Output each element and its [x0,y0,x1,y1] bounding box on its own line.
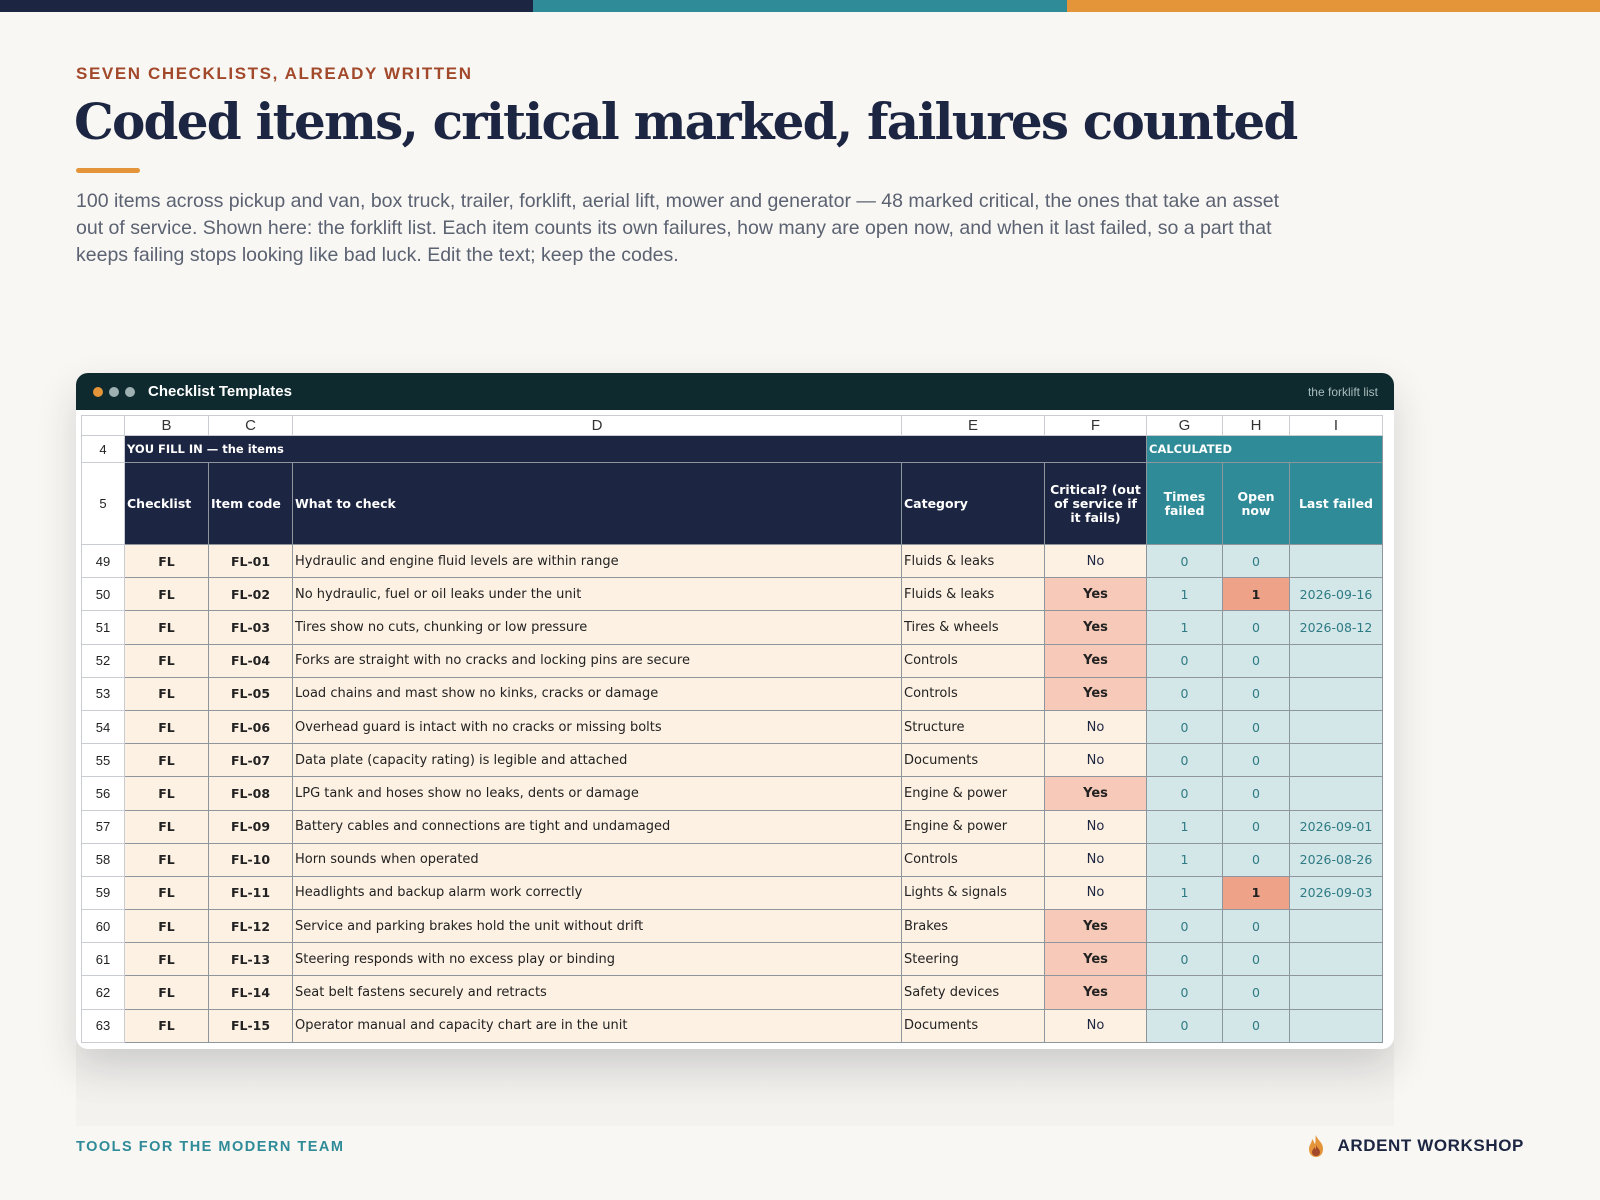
cell-times-failed[interactable]: 1 [1147,843,1223,876]
fill-in-banner[interactable]: YOU FILL IN — the items [125,436,1147,463]
cell-open-now[interactable]: 0 [1223,976,1290,1009]
cell-last-failed[interactable]: 2026-08-26 [1290,843,1383,876]
cell-item-code[interactable]: FL-10 [209,843,293,876]
cell-checklist[interactable]: FL [125,943,209,976]
column-header[interactable]: G [1147,416,1223,436]
cell-last-failed[interactable]: 2026-08-12 [1290,611,1383,644]
table-row [82,876,1383,909]
cell-critical[interactable]: Yes [1045,943,1147,976]
cell-open-now[interactable]: 0 [1223,545,1290,578]
cell-critical[interactable]: Yes [1045,578,1147,611]
table-row [82,810,1383,843]
row-number[interactable]: 54 [82,710,125,743]
cell-what-to-check[interactable]: Forks are straight with no cracks and locking pins are secure [293,644,902,677]
header-checklist[interactable]: Checklist [125,463,209,545]
footer-brand [1305,1134,1524,1158]
row-number[interactable]: 63 [82,1009,125,1042]
row-number[interactable]: 58 [82,843,125,876]
cell-item-code[interactable]: FL-06 [209,710,293,743]
header-category[interactable]: Category [902,463,1045,545]
cell-checklist[interactable]: FL [125,677,209,710]
cell-item-code[interactable]: FL-12 [209,910,293,943]
cell-category[interactable]: Safety devices [902,976,1045,1009]
cell-open-now[interactable]: 0 [1223,744,1290,777]
header-times-failed[interactable]: Times failed [1147,463,1223,545]
cell-open-now[interactable]: 0 [1223,677,1290,710]
cell-checklist[interactable]: FL [125,876,209,909]
cell-what-to-check[interactable]: Hydraulic and engine fluid levels are within range [293,545,902,578]
row-number[interactable]: 53 [82,677,125,710]
cell-checklist[interactable]: FL [125,578,209,611]
cell-item-code[interactable]: FL-09 [209,810,293,843]
cell-critical[interactable]: Yes [1045,777,1147,810]
cell-category[interactable]: Controls [902,644,1045,677]
cell-times-failed[interactable]: 0 [1147,710,1223,743]
row-number[interactable]: 60 [82,910,125,943]
calculated-banner[interactable]: CALCULATED [1147,436,1383,463]
cell-what-to-check[interactable]: Operator manual and capacity chart are in the unit [293,1009,902,1042]
cell-checklist[interactable]: FL [125,710,209,743]
cell-what-to-check[interactable]: Service and parking brakes hold the unit without drift [293,910,902,943]
cell-item-code[interactable]: FL-03 [209,611,293,644]
accent-teal [533,0,1066,12]
cell-critical[interactable]: No [1045,710,1147,743]
cell-category[interactable]: Documents [902,744,1045,777]
cell-what-to-check[interactable]: LPG tank and hoses show no leaks, dents or damage [293,777,902,810]
field-header-row [82,463,1383,545]
page-title: Coded items, critical marked, failures counted [74,92,1297,151]
column-header[interactable]: B [125,416,209,436]
header-critical[interactable]: Critical? (out of service if it fails) [1045,463,1147,545]
cell-last-failed[interactable]: 2026-09-03 [1290,876,1383,909]
cell-last-failed[interactable] [1290,976,1383,1009]
footer-tagline: TOOLS FOR THE MODERN TEAM [76,1139,345,1155]
cell-item-code[interactable]: FL-13 [209,943,293,976]
cell-last-failed[interactable] [1290,545,1383,578]
table-row [82,677,1383,710]
cell-what-to-check[interactable]: Load chains and mast show no kinks, cracks or damage [293,677,902,710]
cell-open-now[interactable]: 1 [1223,876,1290,909]
cell-item-code[interactable]: FL-04 [209,644,293,677]
cell-what-to-check[interactable]: Battery cables and connections are tight and undamaged [293,810,902,843]
cell-open-now[interactable]: 0 [1223,910,1290,943]
flame-icon [1305,1134,1327,1158]
cell-last-failed[interactable] [1290,644,1383,677]
accent-navy [0,0,533,12]
row-number[interactable]: 62 [82,976,125,1009]
cell-item-code[interactable]: FL-14 [209,976,293,1009]
cell-last-failed[interactable] [1290,744,1383,777]
table-row [82,910,1383,943]
table-row [82,710,1383,743]
cell-checklist[interactable]: FL [125,910,209,943]
cell-last-failed[interactable]: 2026-09-01 [1290,810,1383,843]
table-row [82,943,1383,976]
cell-times-failed[interactable]: 1 [1147,578,1223,611]
cell-open-now[interactable]: 0 [1223,777,1290,810]
row-number[interactable]: 51 [82,611,125,644]
cell-checklist[interactable]: FL [125,777,209,810]
cell-what-to-check[interactable]: Steering responds with no excess play or binding [293,943,902,976]
cell-times-failed[interactable]: 1 [1147,876,1223,909]
cell-item-code[interactable]: FL-08 [209,777,293,810]
cell-checklist[interactable]: FL [125,810,209,843]
sheet-body [82,416,1383,1043]
cell-item-code[interactable]: FL-15 [209,1009,293,1042]
cell-last-failed[interactable] [1290,777,1383,810]
cell-open-now[interactable]: 0 [1223,644,1290,677]
cell-item-code[interactable]: FL-02 [209,578,293,611]
column-header[interactable]: C [209,416,293,436]
cell-category[interactable]: Fluids & leaks [902,545,1045,578]
window-caption: the forklift list [1307,384,1378,399]
row-number[interactable]: 55 [82,744,125,777]
header-item-code[interactable]: Item code [209,463,293,545]
cell-item-code[interactable]: FL-07 [209,744,293,777]
header-last-failed[interactable]: Last failed [1290,463,1383,545]
cell-category[interactable]: Steering [902,943,1045,976]
eyebrow: SEVEN CHECKLISTS, ALREADY WRITTEN [76,64,473,83]
cell-category[interactable]: Engine & power [902,777,1045,810]
cell-open-now[interactable]: 0 [1223,943,1290,976]
cell-category[interactable]: Structure [902,710,1045,743]
cell-open-now[interactable]: 0 [1223,710,1290,743]
cell-open-now[interactable]: 0 [1223,843,1290,876]
cell-critical[interactable]: No [1045,810,1147,843]
column-header[interactable]: D [293,416,902,436]
cell-open-now[interactable]: 1 [1223,578,1290,611]
cell-critical[interactable]: Yes [1045,644,1147,677]
cell-what-to-check[interactable]: Horn sounds when operated [293,843,902,876]
cell-item-code[interactable]: FL-11 [209,876,293,909]
banner-row [82,436,1383,463]
row-number[interactable]: 4 [82,436,125,463]
table-row [82,777,1383,810]
cell-times-failed[interactable]: 0 [1147,976,1223,1009]
brand-name: ARDENT WORKSHOP [1337,1136,1524,1155]
cell-last-failed[interactable] [1290,677,1383,710]
cell-category[interactable]: Lights & signals [902,876,1045,909]
row-number[interactable]: 61 [82,943,125,976]
cell-critical[interactable]: Yes [1045,910,1147,943]
row-number[interactable]: 57 [82,810,125,843]
cell-times-failed[interactable]: 0 [1147,943,1223,976]
cell-category[interactable]: Tires & wheels [902,611,1045,644]
window-titlebar [76,373,1394,410]
row-number[interactable]: 50 [82,578,125,611]
column-header[interactable]: H [1223,416,1290,436]
table-row [82,843,1383,876]
table-row [82,744,1383,777]
cell-item-code[interactable]: FL-01 [209,545,293,578]
cell-category[interactable]: Documents [902,1009,1045,1042]
cell-what-to-check[interactable]: Headlights and backup alarm work correctly [293,876,902,909]
column-header[interactable]: E [902,416,1045,436]
cell-checklist[interactable]: FL [125,843,209,876]
window-maximize-dot[interactable] [125,387,135,397]
cell-category[interactable]: Controls [902,677,1045,710]
window-close-dot[interactable] [93,387,103,397]
cell-what-to-check[interactable]: Data plate (capacity rating) is legible and attached [293,744,902,777]
cell-last-failed[interactable] [1290,1009,1383,1042]
cell-last-failed[interactable] [1290,710,1383,743]
cell-critical[interactable]: Yes [1045,677,1147,710]
cell-what-to-check[interactable]: Overhead guard is intact with no cracks or missing bolts [293,710,902,743]
cell-item-code[interactable]: FL-05 [209,677,293,710]
cell-times-failed[interactable]: 1 [1147,611,1223,644]
cell-times-failed[interactable]: 0 [1147,545,1223,578]
table-row [82,976,1383,1009]
cell-times-failed[interactable]: 0 [1147,777,1223,810]
row-number[interactable]: 56 [82,777,125,810]
accent-orange [1067,0,1600,12]
table-row [82,644,1383,677]
checklist-sheet [81,415,1383,1043]
window-title: Checklist Templates [148,383,292,400]
column-header[interactable]: I [1290,416,1383,436]
row-number[interactable]: 52 [82,644,125,677]
cell-checklist[interactable]: FL [125,1009,209,1042]
cell-critical[interactable]: No [1045,1009,1147,1042]
spreadsheet-window [76,373,1394,1049]
corner-cell[interactable] [82,416,125,436]
lede-paragraph: 100 items across pickup and van, box truck, trailer, forklift, aerial lift, mower and generator — 48 marked critical, the ones that take an asset out of service. Shown here: the forklift list. Each item counts its own failures, how many are open now, and when it last failed, so a part that keeps failing stops looking like bad luck. Edit the text; keep the codes. [76,190,1280,266]
title-underline [76,168,140,173]
cell-category[interactable]: Brakes [902,910,1045,943]
row-number[interactable]: 5 [82,463,125,545]
cell-last-failed[interactable]: 2026-09-16 [1290,578,1383,611]
cell-open-now[interactable]: 0 [1223,611,1290,644]
cell-critical[interactable]: No [1045,876,1147,909]
table-row [82,578,1383,611]
cell-last-failed[interactable] [1290,910,1383,943]
cell-times-failed[interactable]: 0 [1147,1009,1223,1042]
cell-what-to-check[interactable]: No hydraulic, fuel or oil leaks under the unit [293,578,902,611]
cell-critical[interactable]: Yes [1045,611,1147,644]
top-accent-bar [0,0,1600,12]
cell-checklist[interactable]: FL [125,611,209,644]
header-what-to-check[interactable]: What to check [293,463,902,545]
cell-what-to-check[interactable]: Tires show no cuts, chunking or low pressure [293,611,902,644]
cell-last-failed[interactable] [1290,943,1383,976]
cell-checklist[interactable]: FL [125,545,209,578]
cell-open-now[interactable]: 0 [1223,1009,1290,1042]
cell-critical[interactable]: Yes [1045,976,1147,1009]
window-minimize-dot[interactable] [109,387,119,397]
table-row [82,545,1383,578]
cell-category[interactable]: Controls [902,843,1045,876]
header-open-now[interactable]: Open now [1223,463,1290,545]
table-row [82,611,1383,644]
cell-checklist[interactable]: FL [125,976,209,1009]
table-row [82,1009,1383,1042]
cell-times-failed[interactable]: 0 [1147,910,1223,943]
column-header-row [82,416,1383,436]
cell-times-failed[interactable]: 0 [1147,644,1223,677]
cell-open-now[interactable]: 0 [1223,810,1290,843]
column-header[interactable]: F [1045,416,1147,436]
cell-checklist[interactable]: FL [125,744,209,777]
cell-critical[interactable]: No [1045,545,1147,578]
cell-times-failed[interactable]: 1 [1147,810,1223,843]
cell-critical[interactable]: No [1045,744,1147,777]
cell-category[interactable]: Fluids & leaks [902,578,1045,611]
cell-critical[interactable]: No [1045,843,1147,876]
row-number[interactable]: 59 [82,876,125,909]
cell-checklist[interactable]: FL [125,644,209,677]
cell-what-to-check[interactable]: Seat belt fastens securely and retracts [293,976,902,1009]
cell-category[interactable]: Engine & power [902,810,1045,843]
cell-times-failed[interactable]: 0 [1147,744,1223,777]
cell-times-failed[interactable]: 0 [1147,677,1223,710]
row-number[interactable]: 49 [82,545,125,578]
